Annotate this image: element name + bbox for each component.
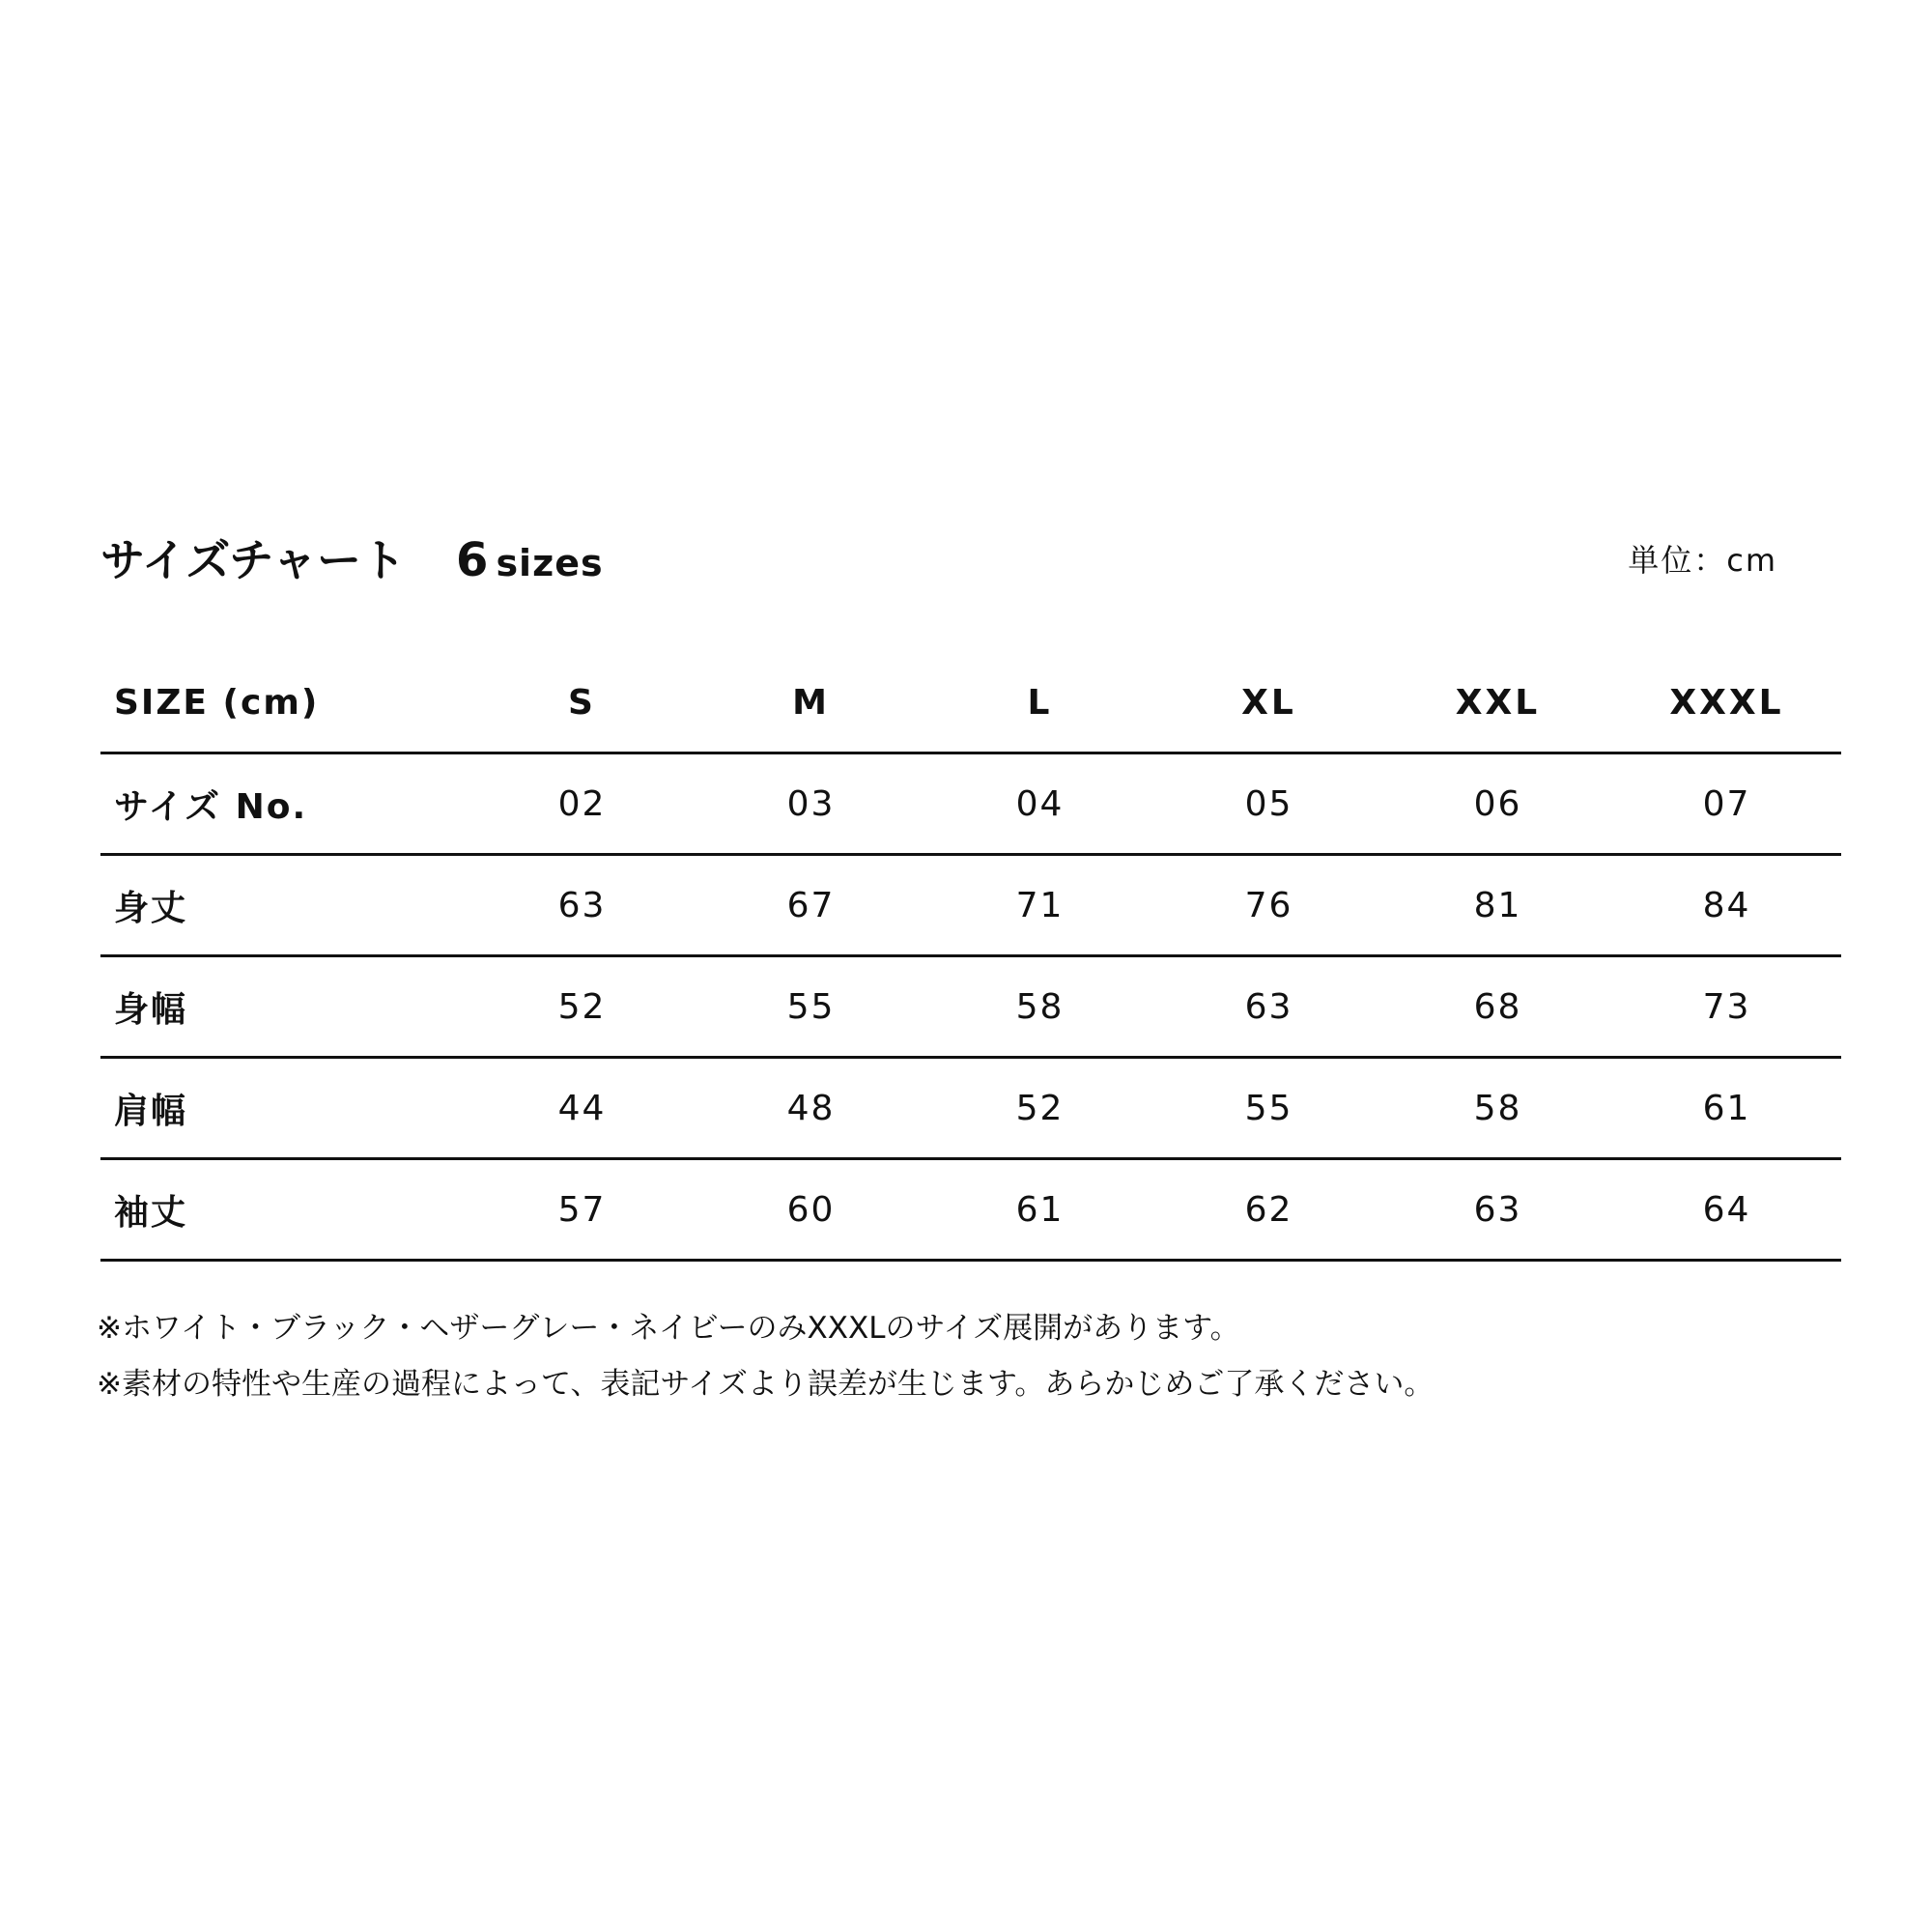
size-header-row <box>100 653 1841 753</box>
page-title <box>100 531 604 592</box>
table-cell: 71 <box>925 855 1154 956</box>
table-cell: 81 <box>1383 855 1612 956</box>
size-header-m: M <box>696 653 925 753</box>
table-cell: 55 <box>696 956 925 1058</box>
title-main: サイズチャート <box>100 534 407 586</box>
table-cell: 44 <box>468 1058 696 1159</box>
row-label: 袖丈 <box>100 1159 468 1261</box>
table-row-size-number <box>100 753 1841 855</box>
size-count-suffix: sizes <box>496 542 604 584</box>
table-cell: 62 <box>1154 1159 1383 1261</box>
table-cell: 58 <box>1383 1058 1612 1159</box>
table-cell: 57 <box>468 1159 696 1261</box>
table-cell: 58 <box>925 956 1154 1058</box>
row-label: 肩幅 <box>100 1058 468 1159</box>
table-cell: 64 <box>1612 1159 1841 1261</box>
table-cell: 52 <box>468 956 696 1058</box>
row-label: 身幅 <box>100 956 468 1058</box>
size-header-s: S <box>468 653 696 753</box>
table-cell: 02 <box>468 753 696 855</box>
table-cell: 52 <box>925 1058 1154 1159</box>
table-cell: 63 <box>1154 956 1383 1058</box>
table-cell: 68 <box>1383 956 1612 1058</box>
size-chart-table <box>100 653 1841 1262</box>
table-cell: 67 <box>696 855 925 956</box>
table-cell: 76 <box>1154 855 1383 956</box>
notes-section <box>97 1300 1434 1412</box>
size-count: 6 <box>456 533 489 587</box>
header-label: SIZE (cm) <box>100 653 468 753</box>
unit-label: 単位：cm <box>1628 542 1777 579</box>
size-header-xxl: XXL <box>1383 653 1612 753</box>
table-cell: 03 <box>696 753 925 855</box>
table-cell: 61 <box>925 1159 1154 1261</box>
table-row-sleeve-length <box>100 1159 1841 1261</box>
size-header-xxxl: XXXL <box>1612 653 1841 753</box>
table-cell: 04 <box>925 753 1154 855</box>
size-header-l: L <box>925 653 1154 753</box>
table-row-shoulder-width <box>100 1058 1841 1159</box>
table-cell: 06 <box>1383 753 1612 855</box>
table-cell: 05 <box>1154 753 1383 855</box>
table-cell: 48 <box>696 1058 925 1159</box>
table-row-body-length <box>100 855 1841 956</box>
table-row-body-width <box>100 956 1841 1058</box>
table-cell: 61 <box>1612 1058 1841 1159</box>
row-label: 身丈 <box>100 855 468 956</box>
row-label: サイズ No. <box>100 753 468 855</box>
table-cell: 63 <box>1383 1159 1612 1261</box>
table-cell: 73 <box>1612 956 1841 1058</box>
table-cell: 84 <box>1612 855 1841 956</box>
size-header-xl: XL <box>1154 653 1383 753</box>
table-cell: 60 <box>696 1159 925 1261</box>
note-xxxl-availability: ※ホワイト・ブラック・ヘザーグレー・ネイビーのみXXXLのサイズ展開があります。 <box>97 1311 1240 1346</box>
table-cell: 07 <box>1612 753 1841 855</box>
table-cell: 63 <box>468 855 696 956</box>
table-cell: 55 <box>1154 1058 1383 1159</box>
note-size-tolerance: ※素材の特性や生産の過程によって、表記サイズより誤差が生じます。あらかじめご了承ください。 <box>97 1367 1435 1402</box>
